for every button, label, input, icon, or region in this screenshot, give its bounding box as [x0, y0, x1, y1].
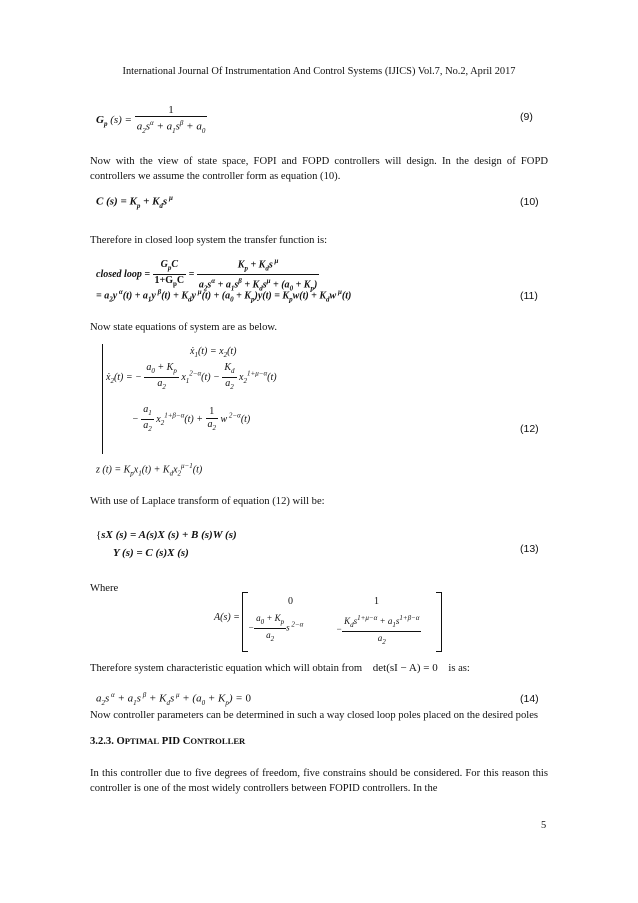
paragraph-4: With use of Laplace transform of equation (12) will be:	[90, 496, 325, 507]
paragraph-2: Therefore in closed loop system the transfer function is:	[90, 235, 328, 246]
equation-9: $G_p$ (s) = $\frac{1}{a_2s^\alpha + a_1s^\beta + a_0}$	[96, 104, 206, 135]
page-number: 5	[541, 820, 547, 831]
paragraph-6-text-after: is as:	[448, 663, 470, 674]
equation-9-number: (9)	[520, 111, 533, 123]
section-title-c: C	[182, 736, 191, 747]
equation-14: $a_2s$ $^\alpha + a_1s$ $^\beta + K_ds$ $^\mu + (a_0 + K_p) = 0$	[96, 691, 251, 707]
matrix-a21: − $\frac{a_0 + K_p}{a_2}$ s $^{2-\alpha}$	[248, 613, 304, 643]
system-brace	[102, 344, 103, 454]
paragraph-8: In this controller due to five degrees of freedom, five constrains should be considered. For this reason this controller is one of the most widely controllers between FOPID controllers. In the	[90, 768, 548, 794]
equation-11-line-1: closed loop = $\frac{G_pC}{1+G_pC}$ = $\frac{K_p + K_ds ^\mu}{a_2s^\alpha + a_1s^\beta + K_ds^\mu + (a_0 + K_p)}$	[96, 257, 318, 293]
section-title-o: O	[116, 736, 125, 747]
section-number: 3.2.3.	[90, 736, 114, 747]
equation-12-line-2: $ẋ_2(t)$ = − $\frac{a_0 + K_p}{a_2}$ $x_1^{2-\alpha}(t)$ − $\frac{K_d}{a_2}$ $x_2^{1+\mu-\alpha}(t)$	[106, 362, 277, 391]
running-header: International Journal Of Instrumentation And Control Systems (IJICS) Vol.7, No.2, April 2017	[122, 66, 516, 77]
equation-13-line-2: Y (s) = C (s)X (s)	[113, 547, 189, 559]
matrix-a11: 0	[288, 596, 293, 607]
paragraph-6	[90, 661, 548, 676]
equation-10-number: (10)	[520, 196, 539, 208]
equation-12-line-3: − $\frac{a_1}{a_2}$ $x_2^{1+\beta-\alpha}(t)$ + $\frac{1}{a_2}$ w $^{2-\alpha}$(t)	[132, 404, 251, 433]
inline-equation-det: det(sI − A) = 0	[372, 662, 438, 674]
equation-13-number: (13)	[520, 543, 539, 555]
section-title-ptimal: PTIMAL	[124, 736, 160, 746]
section-title-ontroller: ONTROLLER	[190, 736, 246, 746]
equation-12-number: (12)	[520, 423, 539, 435]
matrix-a12: 1	[374, 596, 379, 607]
matrix-a22: − $\frac{K_ds^{1+\mu-\alpha} + a_1s^{1+\beta-\alpha}}{a_2}$	[336, 614, 420, 646]
equation-13-line-1: {sX (s) = A(s)X (s) + B (s)W (s)	[96, 529, 237, 541]
equation-12-line-1: $ẋ_1(t) = x_2(t)$	[190, 346, 237, 359]
paragraph-3: Now state equations of system are as below.	[90, 322, 278, 333]
equation-12-line-4: z $(t) = K_px_1(t) + K_dx_2^{\mu-1}(t)$	[96, 462, 203, 478]
paragraph-6-text-before: Therefore system characteristic equation which will obtain from	[90, 663, 363, 674]
paragraph-5: Where	[90, 583, 119, 594]
section-heading	[90, 736, 245, 747]
matrix-right-bracket	[436, 592, 442, 652]
section-title-pid: PID	[161, 736, 181, 747]
matrix-lhs: A(s) =	[214, 612, 240, 623]
equation-11-number: (11)	[520, 290, 538, 302]
equation-14-number: (14)	[520, 693, 539, 705]
equation-10: C $(s) = K_p + K_ds$ $^\mu$	[96, 194, 173, 210]
paragraph-7: Now controller parameters can be determined in such a way closed loop poles placed on the desired poles	[90, 710, 539, 721]
equation-11-line-2: = $a_2y$ $^\alpha(t) + a_1y$ $^\beta(t) + K_dy$ $^\mu(t) + (a_0 + K_p)y(t) = K_pw(t) + K_dw$ $^\mu$(t)	[96, 288, 352, 304]
paragraph-1: Now with the view of state space, FOPI and FOPD controllers will design. In the design of FOPD controllers we assume the controller form as equation (10).	[90, 156, 548, 182]
